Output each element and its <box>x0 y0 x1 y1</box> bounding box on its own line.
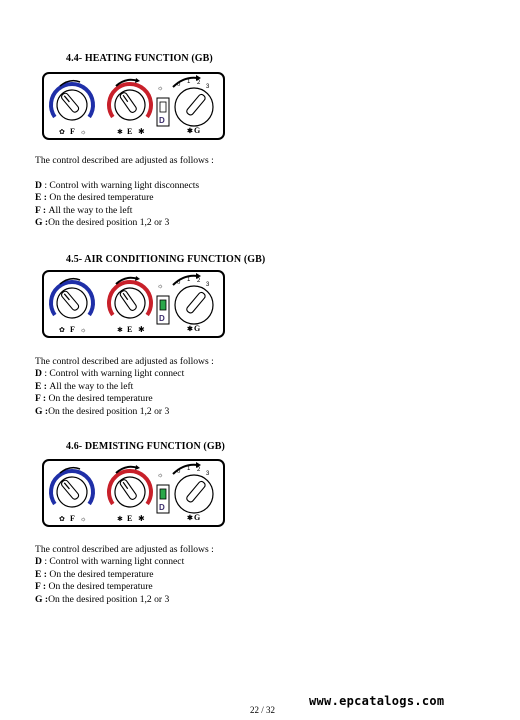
svg-text:✿: ✿ <box>59 327 65 334</box>
item-f: F : On the desired temperature <box>35 581 153 593</box>
item-e: E : On the desired temperature <box>35 192 154 204</box>
svg-text:☼: ☼ <box>157 85 164 92</box>
item-f: F : All the way to the left <box>35 204 133 216</box>
svg-text:3: 3 <box>206 471 210 477</box>
svg-text:0: 0 <box>177 280 181 286</box>
svg-text:2: 2 <box>197 467 201 473</box>
label-e: E <box>127 325 133 334</box>
label-g: G <box>194 324 201 333</box>
section-body <box>35 356 214 418</box>
control-panel <box>42 459 225 527</box>
svg-text:✿: ✿ <box>59 516 65 523</box>
item-d: D : Control with warning light disconnects <box>35 179 200 191</box>
svg-text:☼: ☼ <box>157 472 164 479</box>
brand-watermark[interactable]: www.epcatalogs.com <box>309 694 445 708</box>
svg-text:3: 3 <box>206 84 210 90</box>
label-g: G <box>194 513 201 522</box>
svg-text:1: 1 <box>187 466 191 472</box>
svg-text:☼: ☼ <box>80 516 87 523</box>
fan-knob <box>51 279 93 334</box>
temperature-knob <box>109 465 151 523</box>
label-d: D <box>159 314 165 323</box>
svg-text:✱: ✱ <box>187 515 193 522</box>
fan-knob <box>51 81 93 136</box>
section-heading: 4.6- DEMISTING FUNCTION (GB) <box>66 441 225 452</box>
ac-switch <box>157 283 169 324</box>
section-body <box>35 155 214 229</box>
label-g: G <box>194 126 201 135</box>
label-d: D <box>159 116 165 125</box>
item-e: E : On the desired temperature <box>35 568 154 580</box>
label-f: F <box>70 514 75 523</box>
svg-text:☼: ☼ <box>80 129 87 136</box>
svg-text:☼: ☼ <box>157 283 164 290</box>
item-e: E : All the way to the left <box>35 380 134 392</box>
item-d: D : Control with warning light connect <box>35 368 185 380</box>
section-heading: 4.5- AIR CONDITIONING FUNCTION (GB) <box>66 254 266 265</box>
svg-text:✱: ✱ <box>187 326 193 333</box>
ac-switch <box>157 472 169 513</box>
svg-text:2: 2 <box>197 80 201 86</box>
item-g: G :On the desired position 1,2 or 3 <box>35 405 170 417</box>
svg-text:✱: ✱ <box>117 327 123 334</box>
label-f: F <box>70 127 75 136</box>
page-number: 22 / 32 <box>250 705 276 715</box>
svg-text:1: 1 <box>187 79 191 85</box>
svg-text:✱: ✱ <box>117 516 123 523</box>
intro-text: The control described are adjusted as follows : <box>35 544 214 555</box>
control-panel <box>42 72 225 140</box>
svg-text:☼: ☼ <box>80 327 87 334</box>
item-d: D : Control with warning light connect <box>35 556 185 568</box>
intro-text: The control described are adjusted as follows : <box>35 155 214 166</box>
label-d: D <box>159 503 165 512</box>
item-g: G :On the desired position 1,2 or 3 <box>35 216 170 228</box>
svg-text:✿: ✿ <box>59 129 65 136</box>
control-panel <box>42 270 225 338</box>
intro-text: The control described are adjusted as follows : <box>35 356 214 367</box>
item-g: G :On the desired position 1,2 or 3 <box>35 593 170 605</box>
svg-text:2: 2 <box>197 278 201 284</box>
label-e: E <box>127 514 133 523</box>
svg-text:0: 0 <box>177 469 181 475</box>
svg-text:0: 0 <box>177 82 181 88</box>
temperature-knob <box>109 78 151 136</box>
svg-text:✱: ✱ <box>138 514 145 523</box>
svg-text:1: 1 <box>187 277 191 283</box>
temperature-knob <box>109 276 151 334</box>
ac-switch <box>157 85 169 126</box>
svg-text:✱: ✱ <box>117 129 123 136</box>
label-f: F <box>70 325 75 334</box>
fan-knob <box>51 468 93 523</box>
blower-knob <box>173 273 213 333</box>
label-e: E <box>127 127 133 136</box>
svg-text:✱: ✱ <box>138 325 145 334</box>
blower-knob <box>173 462 213 522</box>
section-body <box>35 544 214 606</box>
svg-text:3: 3 <box>206 282 210 288</box>
svg-text:✱: ✱ <box>187 128 193 135</box>
item-f: F : On the desired temperature <box>35 393 153 405</box>
blower-knob <box>173 75 213 135</box>
svg-text:✱: ✱ <box>138 127 145 136</box>
section-heading: 4.4- HEATING FUNCTION (GB) <box>66 53 213 64</box>
